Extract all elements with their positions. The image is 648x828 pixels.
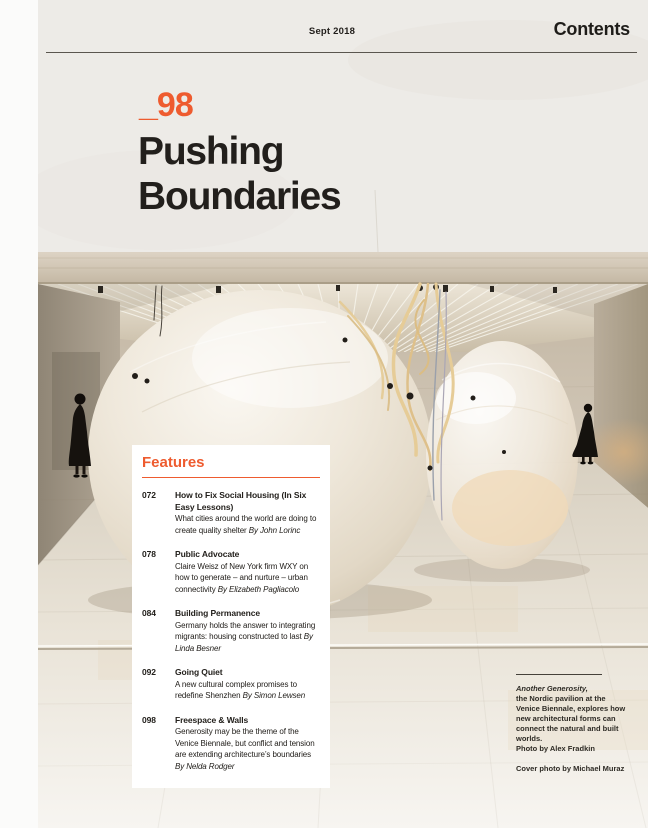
caption-body: the Nordic pavilion at the Venice Biennale, explores how new architectural forms can connect the natural and built worlds. bbox=[516, 694, 626, 743]
feature-title: Public Advocate bbox=[175, 549, 240, 559]
feature-page-number: 072 bbox=[142, 490, 156, 500]
hero-title bbox=[138, 129, 341, 219]
feature-title: Going Quiet bbox=[175, 667, 223, 677]
feature-item bbox=[142, 667, 320, 702]
feature-byline: By John Lorinc bbox=[248, 525, 301, 535]
feature-page-number: 092 bbox=[142, 667, 156, 677]
feature-item bbox=[142, 715, 320, 773]
feature-page-number: 098 bbox=[142, 714, 156, 725]
feature-byline: By Elizabeth Pagliacolo bbox=[217, 584, 300, 594]
feature-byline: By Nelda Rodger bbox=[175, 761, 235, 771]
feature-description: A new cultural complex promises to redefine Shenzhen bbox=[175, 679, 297, 700]
issue-date: Sept 2018 bbox=[308, 26, 356, 37]
caption-text bbox=[516, 684, 628, 744]
feature-byline: By Simon Lewsen bbox=[242, 691, 306, 700]
inflatable-sphere-right bbox=[426, 341, 578, 569]
page-content bbox=[38, 0, 648, 828]
caption-cover-credit: Cover photo by Michael Muraz bbox=[516, 764, 625, 773]
feature-text bbox=[175, 667, 320, 702]
header-divider bbox=[46, 52, 637, 53]
feature-item bbox=[142, 490, 320, 536]
feature-text bbox=[175, 549, 320, 595]
hero-title-line2: Boundaries bbox=[138, 175, 341, 218]
features-box bbox=[132, 445, 330, 788]
feature-text bbox=[175, 490, 320, 536]
caption-divider bbox=[516, 674, 602, 675]
feature-title: How to Fix Social Housing (In Six Easy Lessons) bbox=[175, 490, 307, 512]
feature-text bbox=[175, 608, 320, 654]
feature-description: Germany holds the answer to integrating migrants: housing constructed to last bbox=[175, 620, 316, 641]
feature-page-number: 078 bbox=[142, 549, 156, 559]
feature-description: Claire Weisz of New York firm WXY on how to generate – and nurture – urban connectivity bbox=[175, 561, 309, 594]
caption-work-title: Another Generosity, bbox=[516, 684, 588, 693]
hero-title-line1: Pushing bbox=[138, 130, 284, 173]
page-title: Contents bbox=[553, 19, 630, 39]
hero-page-number: _98 bbox=[139, 86, 193, 124]
features-divider bbox=[142, 477, 320, 478]
feature-item bbox=[142, 608, 320, 654]
feature-item bbox=[142, 549, 320, 595]
feature-title: Freespace & Walls bbox=[175, 714, 249, 725]
caption-photo-credit: Photo by Alex Fradkin bbox=[516, 744, 595, 753]
features-heading: Features bbox=[142, 454, 205, 471]
feature-byline: By Linda Besner bbox=[175, 632, 313, 653]
feature-title: Building Permanence bbox=[175, 608, 261, 618]
feature-page-number: 084 bbox=[142, 608, 156, 618]
feature-description: What cities around the world are doing to create quality shelter bbox=[175, 514, 317, 535]
concrete-beam bbox=[38, 252, 648, 284]
feature-description: Generosity may be the theme of the Venice Biennale, but conflict and tension are extending architecture’s boundaries bbox=[175, 727, 315, 759]
photo-caption bbox=[516, 674, 628, 774]
feature-text bbox=[175, 715, 320, 773]
